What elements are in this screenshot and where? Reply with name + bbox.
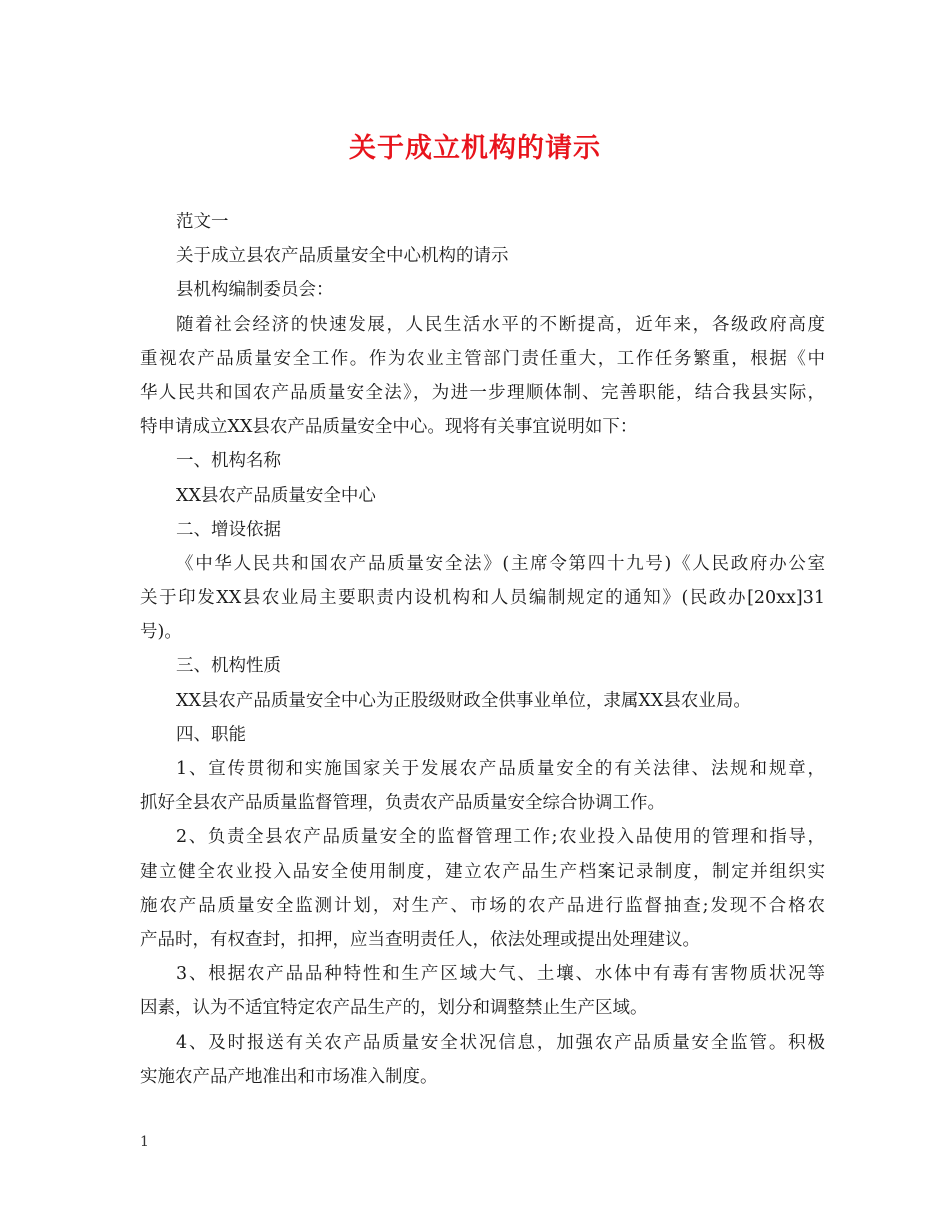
body-line: 二、增设依据 xyxy=(176,519,281,540)
body-line: 范文一 xyxy=(176,212,229,232)
body-line: 3、根据农产品品种特性和生产区域大气、土壤、水体中有毒有害物质状况等 xyxy=(176,964,825,985)
body-line: XX县农产品质量安全中心为正股级财政全供事业单位，隶属XX县农业局。 xyxy=(176,690,751,711)
body-line: XX县农产品质量安全中心 xyxy=(176,485,376,506)
body-line: 产品时，有权查封，扣押，应当查明责任人，依法处理或提出处理建议。 xyxy=(140,929,700,950)
document-body xyxy=(140,205,825,1094)
body-line: 重视农产品质量安全工作。作为农业主管部门责任重大，工作任务繁重，根据《中 xyxy=(140,348,825,369)
body-line: 四、职能 xyxy=(176,724,246,745)
body-line: 2、负责全县农产品质量安全的监督管理工作;农业投入品使用的管理和指导， xyxy=(176,827,825,848)
body-line: 关于成立县农产品质量安全中心机构的请示 xyxy=(176,246,509,267)
body-line: 施农产品质量安全监测计划，对生产、市场的农产品进行监督抽查;发现不合格农 xyxy=(140,895,825,916)
body-line: 实施农产品产地准出和市场准入制度。 xyxy=(140,1066,438,1087)
body-line: 特申请成立XX县农产品质量安全中心。现将有关事宜说明如下： xyxy=(140,417,638,438)
body-line: 《中华人民共和国农产品质量安全法》(主席令第四十九号)《人民政府办公室 xyxy=(176,553,825,574)
body-line: 因素，认为不适宜特定农产品生产的，划分和调整禁止生产区域。 xyxy=(140,998,648,1019)
body-line: 抓好全县农产品质量监督管理，负责农产品质量安全综合协调工作。 xyxy=(140,793,665,814)
body-line: 号)。 xyxy=(140,622,182,643)
body-line: 三、机构性质 xyxy=(176,656,281,677)
body-line: 一、机构名称 xyxy=(176,451,281,472)
body-line: 关于印发XX县农业局主要职责内设机构和人员编制规定的通知》(民政办[20xx]31 xyxy=(140,588,825,609)
document-title: 关于成立机构的请示 xyxy=(349,133,601,164)
body-line: 县机构编制委员会： xyxy=(176,280,334,301)
body-line: 华人民共和国农产品质量安全法》，为进一步理顺体制、完善职能，结合我县实际， xyxy=(140,382,825,403)
page-number: 1 xyxy=(140,1134,149,1150)
body-line: 随着社会经济的快速发展，人民生活水平的不断提高，近年来，各级政府高度 xyxy=(176,314,825,335)
body-line: 建立健全农业投入品安全使用制度，建立农产品生产档案记录制度，制定并组织实 xyxy=(140,861,825,882)
body-line: 4、及时报送有关农产品质量安全状况信息，加强农产品质量安全监管。积极 xyxy=(176,1032,825,1053)
body-line: 1、宣传贯彻和实施国家关于发展农产品质量安全的有关法律、法规和规章， xyxy=(176,759,825,779)
